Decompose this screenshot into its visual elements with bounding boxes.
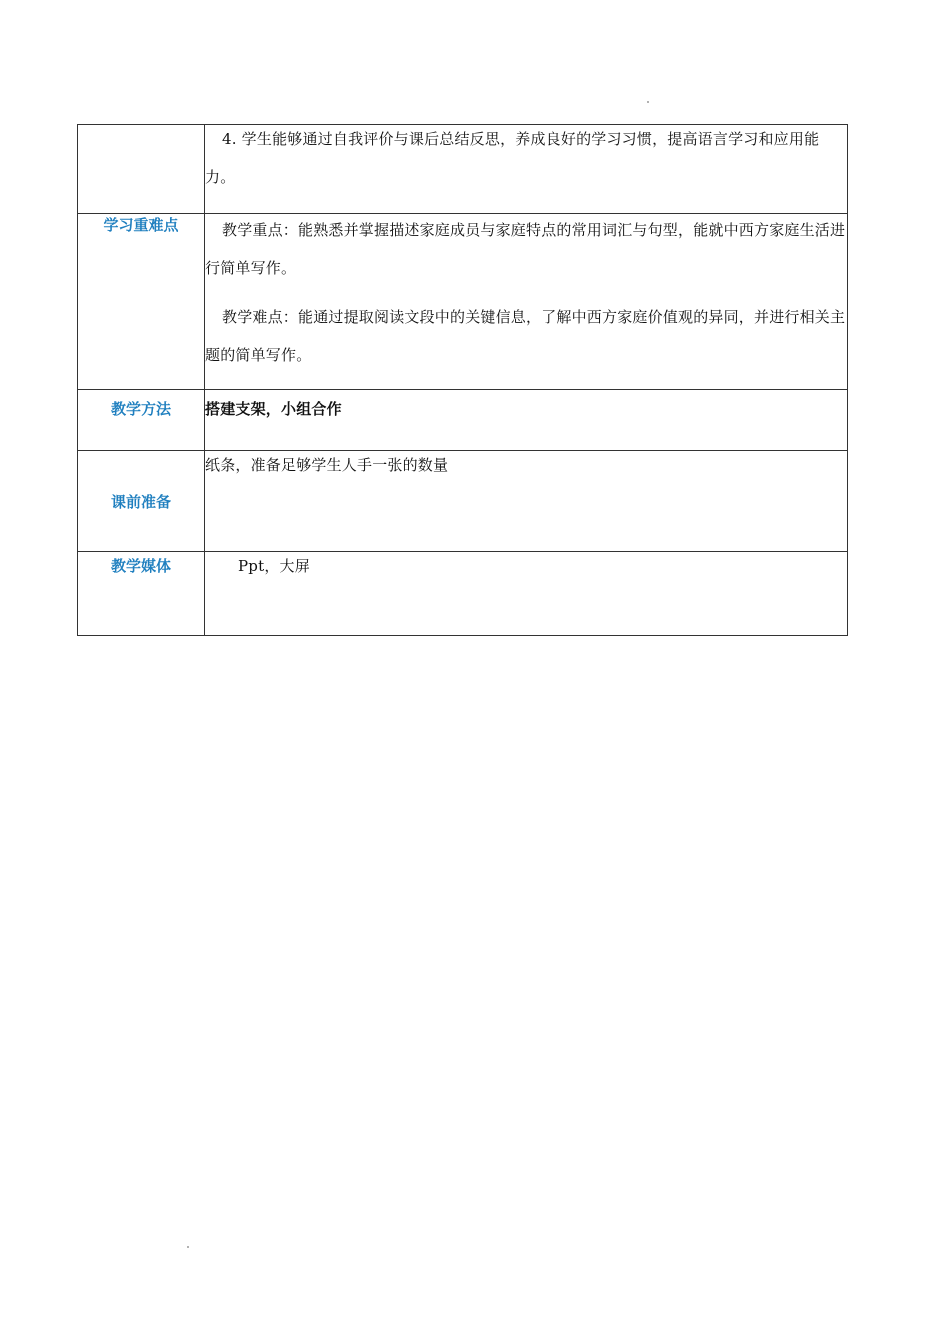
table-row-objectives-continued <box>78 125 848 214</box>
teaching-focus-text: 教学重点：能熟悉并掌握描述家庭成员与家庭特点的常用词汇与句型，能就中西方家庭生活进行简单写作。 <box>205 221 846 277</box>
table-row-method <box>78 390 848 451</box>
row-label-key-points: 学习重难点 <box>78 214 205 390</box>
objective-4-cell <box>205 125 848 214</box>
teaching-difficulty-text: 教学难点：能通过提取阅读文段中的关键信息，了解中西方家庭价值观的异同，并进行相关主题的简单写作。 <box>205 308 846 364</box>
row-label-method: 教学方法 <box>78 390 205 451</box>
media-cell <box>205 552 848 636</box>
table-row-preparation <box>78 451 848 552</box>
media-text: Ppt，大屏 <box>238 557 310 575</box>
preparation-cell <box>205 451 848 552</box>
row-label-media: 教学媒体 <box>78 552 205 636</box>
row-label-preparation: 课前准备 <box>78 451 205 552</box>
objective-4-text: 4. 学生能够通过自我评价与课后总结反思，养成良好的学习习惯，提高语言学习和应用能力。 <box>205 130 820 186</box>
row-label-empty <box>78 125 205 214</box>
lesson-plan-table <box>77 124 848 636</box>
table-row-media <box>78 552 848 636</box>
page-header-mark <box>647 101 649 103</box>
page-footer-mark <box>187 1246 189 1248</box>
preparation-text: 纸条，准备足够学生人手一张的数量 <box>205 456 449 474</box>
method-text: 搭建支架，小组合作 <box>205 400 342 418</box>
table-row-key-points <box>78 214 848 390</box>
key-points-cell <box>205 214 848 390</box>
method-cell <box>205 390 848 451</box>
